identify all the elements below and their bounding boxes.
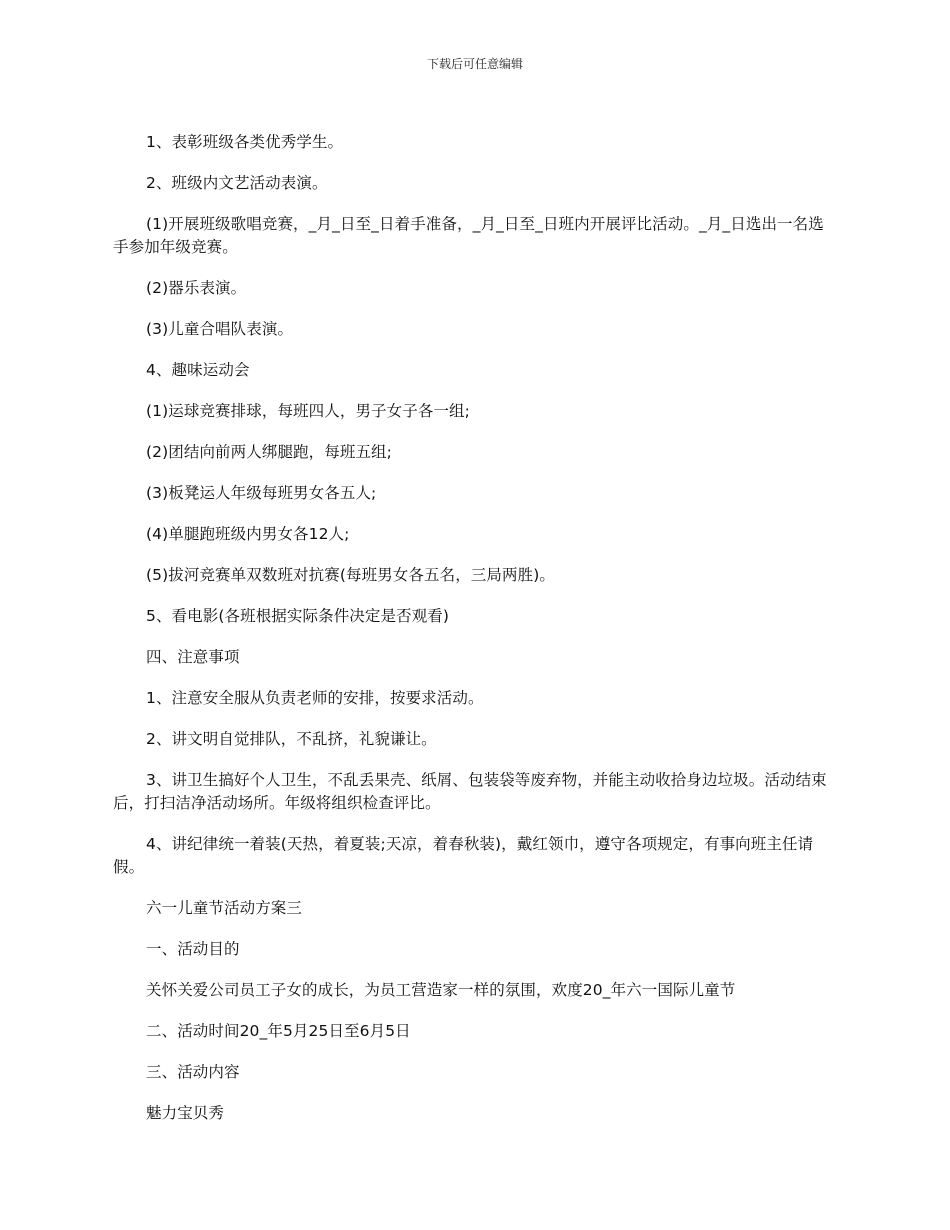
paragraph: (2)团结向前两人绑腿跑，每班五组; [146,443,392,461]
paragraph: 2、讲文明自觉排队，不乱挤，礼貌谦让。 [146,730,437,748]
paragraph: (4)单腿跑班级内男女各12人; [146,525,350,543]
page-header: 下载后可任意编辑 [426,57,523,71]
paragraph: 1、注意安全服从负责老师的安排，按要求活动。 [146,689,484,707]
paragraph: (2)器乐表演。 [146,279,247,297]
section-heading: 三、活动内容 [146,1063,240,1081]
paragraph: 4、讲纪律统一着装(天热，着夏装;天凉，着春秋装)，戴红领巾，遵守各项规定，有事向班主任请假。 [113,835,814,876]
paragraph: 2、班级内文艺活动表演。 [146,174,328,192]
section-heading: 一、活动目的 [146,940,240,958]
paragraph: 关怀关爱公司员工子女的成长，为员工营造家一样的氛围，欢度20_年六一国际儿童节 [146,981,736,999]
section-title: 六一儿童节活动方案三 [146,899,303,917]
paragraph: (3)儿童合唱队表演。 [146,320,294,338]
paragraph: (1)开展班级歌唱竞赛，_月_日至_日着手准备，_月_日至_日班内开展评比活动。_月_日选出一名选手参加年级竞赛。 [113,215,824,256]
paragraph: (3)板凳运人年级每班男女各五人; [146,484,377,502]
paragraph: 1、表彰班级各类优秀学生。 [146,133,344,151]
document-body [113,131,833,1143]
paragraph: 4、趣味运动会 [146,361,250,379]
paragraph: 5、看电影(各班根据实际条件决定是否观看) [146,607,450,625]
section-heading: 二、活动时间20_年5月25日至6月5日 [146,1022,411,1040]
paragraph: 3、讲卫生搞好个人卫生，不乱丢果壳、纸屑、包装袋等废弃物，并能主动收拾身边垃圾。活动结束后，打扫洁净活动场所。年级将组织检查评比。 [113,771,827,812]
paragraph: 魅力宝贝秀 [146,1104,225,1122]
section-heading: 四、注意事项 [146,648,240,666]
paragraph: (5)拔河竞赛单双数班对抗赛(每班男女各五名，三局两胜)。 [146,566,555,584]
paragraph: (1)运球竞赛排球，每班四人，男子女子各一组; [146,402,470,420]
